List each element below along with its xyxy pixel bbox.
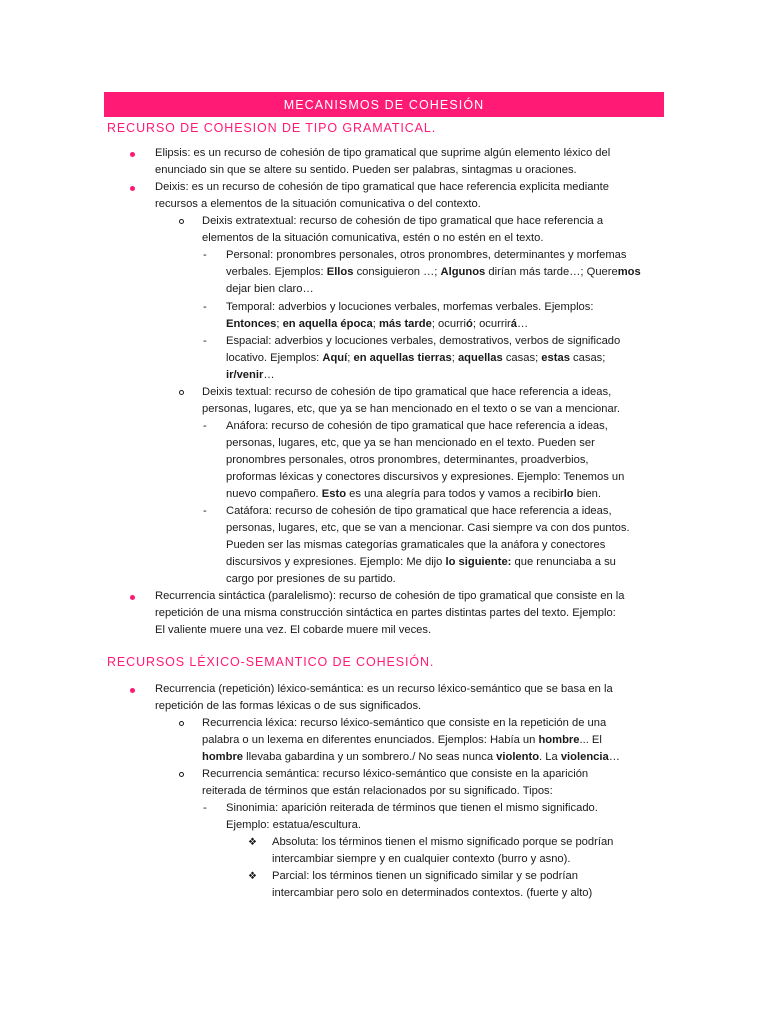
text-line: Deixis extratextual: recurso de cohesión de tipo gramatical que hace referencia a: [202, 215, 604, 227]
text-line: Sinonimia: aparición reiterada de términos que tienen el mismo significado.: [226, 802, 598, 814]
text-line: proformas léxicas y conectores discursivos y expresiones. Ejemplo: Tenemos un: [226, 471, 625, 483]
bullet-circle: [179, 721, 184, 726]
text-line: Anáfora: recurso de cohesión de tipo gramatical que hace referencia a ideas,: [226, 420, 608, 432]
text-line: Catáfora: recurso de cohesión de tipo gramatical que hace referencia a ideas,: [226, 505, 612, 517]
text-line: intercambiar pero solo en determinados contextos. (fuerte y alto): [272, 887, 593, 899]
text-line: elementos de la situación comunicativa, estén o no estén en el texto.: [202, 232, 544, 244]
text-line: recursos a elementos de la situación comunicativa o del contexto.: [155, 198, 481, 210]
text-line: cargo por presiones de su partido.: [226, 573, 396, 585]
text-line: Recurrencia léxica: recurso léxico-semántico que consiste en la repetición de una: [202, 717, 607, 729]
document-title: MECANISMOS DE COHESIÓN: [283, 97, 485, 112]
text-line: Parcial: los términos tienen un significado similar y se podrían: [272, 870, 578, 882]
text-line: locativo. Ejemplos: Aquí; en aquellas tierras; aquellas casas; estas casas;: [226, 352, 606, 364]
text-line: Personal: pronombres personales, otros pronombres, determinantes y morfemas: [226, 249, 627, 261]
bullet-dot: [130, 186, 135, 191]
text-line: ir/venir…: [226, 369, 275, 381]
text-line: verbales. Ejemplos: Ellos consiguieron …; Algunos dirían más tarde…; Queremos: [226, 266, 641, 278]
text-line: pronombres personales, otros pronombres, determinantes, proadverbios,: [226, 454, 589, 466]
bullet-circle: [179, 390, 184, 395]
bullet-dash: -: [203, 301, 207, 313]
bullet-circle: [179, 219, 184, 224]
text-line: Deixis textual: recurso de cohesión de tipo gramatical que hace referencia a ideas,: [202, 386, 612, 398]
text-line: Deixis: es un recurso de cohesión de tipo gramatical que hace referencia explicita mediante: [155, 181, 609, 193]
bullet-dot: [130, 595, 135, 600]
text-line: Recurrencia semántica: recurso léxico-semántico que consiste en la aparición: [202, 768, 589, 780]
text-line: Recurrencia (repetición) léxico-semántica: es un recurso léxico-semántico que se basa en la: [155, 683, 613, 695]
bullet-dot: [130, 152, 135, 157]
text-line: palabra o un lexema en diferentes enunciados. Ejemplos: Había un hombre... El: [202, 734, 602, 746]
text-line: intercambiar siempre y en cualquier contexto (burro y asno).: [272, 853, 571, 865]
text-line: enunciado sin que se altere su sentido. Pueden ser palabras, sintagmas u oraciones.: [155, 164, 577, 176]
text-line: Entonces; en aquella época; más tarde; ocurrió; ocurrirá…: [226, 318, 529, 330]
text-line: Elipsis: es un recurso de cohesión de tipo gramatical que suprime algún elemento léxico del: [155, 147, 611, 159]
text-line: personas, lugares, etc, que se van a mencionar. Casi siempre va con dos puntos.: [226, 522, 630, 534]
bullet-dash: -: [203, 335, 207, 347]
text-line: Absoluta: los términos tienen el mismo significado porque se podrían: [272, 836, 614, 848]
text-line: repetición de una misma construcción sintáctica en partes distintas partes del texto. Ejemplo:: [155, 607, 616, 619]
section-title-lexico: RECURSOS LÉXICO-SEMANTICO DE COHESIÓN.: [107, 655, 435, 669]
bullet-dot: [130, 688, 135, 693]
text-line: hombre llevaba gabardina y un sombrero./ No seas nunca violento. La violencia…: [202, 751, 620, 763]
text-line: Pueden ser las mismas categorías gramaticales que la anáfora y conectores: [226, 539, 606, 551]
text-line: dejar bien claro…: [226, 283, 314, 295]
text-line: personas, lugares, etc, que ya se han mencionado en el texto. Pueden ser: [226, 437, 595, 449]
diamond-bullet-icon: ❖: [248, 871, 257, 882]
text-line: discursivos y expresiones. Ejemplo: Me dijo lo siguiente: que renunciaba a su: [226, 556, 616, 568]
title-banner: [104, 92, 664, 117]
text-line: El valiente muere una vez. El cobarde muere mil veces.: [155, 624, 432, 636]
text-line: Temporal: adverbios y locuciones verbales, morfemas verbales. Ejemplos:: [226, 301, 594, 313]
text-line: Recurrencia sintáctica (paralelismo): recurso de cohesión de tipo gramatical que consiste en la: [155, 590, 625, 602]
bullet-dash: -: [203, 505, 207, 517]
text-line: repetición de las formas léxicas o de sus significados.: [155, 700, 422, 712]
text-line: nuevo compañero. Esto es una alegría para todos y vamos a recibirlo bien.: [226, 488, 602, 500]
text-line: reiterada de términos que están relacionados por su significado. Tipos:: [202, 785, 553, 797]
section-title-gramatical: RECURSO DE COHESION DE TIPO GRAMATICAL.: [107, 121, 437, 135]
bullet-dash: -: [203, 249, 207, 261]
diamond-bullet-icon: ❖: [248, 837, 257, 848]
text-line: Espacial: adverbios y locuciones verbales, demostrativos, verbos de significado: [226, 335, 621, 347]
bullet-dash: -: [203, 420, 207, 432]
bullet-circle: [179, 772, 184, 777]
bullet-dash: -: [203, 802, 207, 814]
text-line: Ejemplo: estatua/escultura.: [226, 819, 361, 831]
text-line: personas, lugares, etc, que ya se han mencionado en el texto o se van a mencionar.: [202, 403, 620, 415]
